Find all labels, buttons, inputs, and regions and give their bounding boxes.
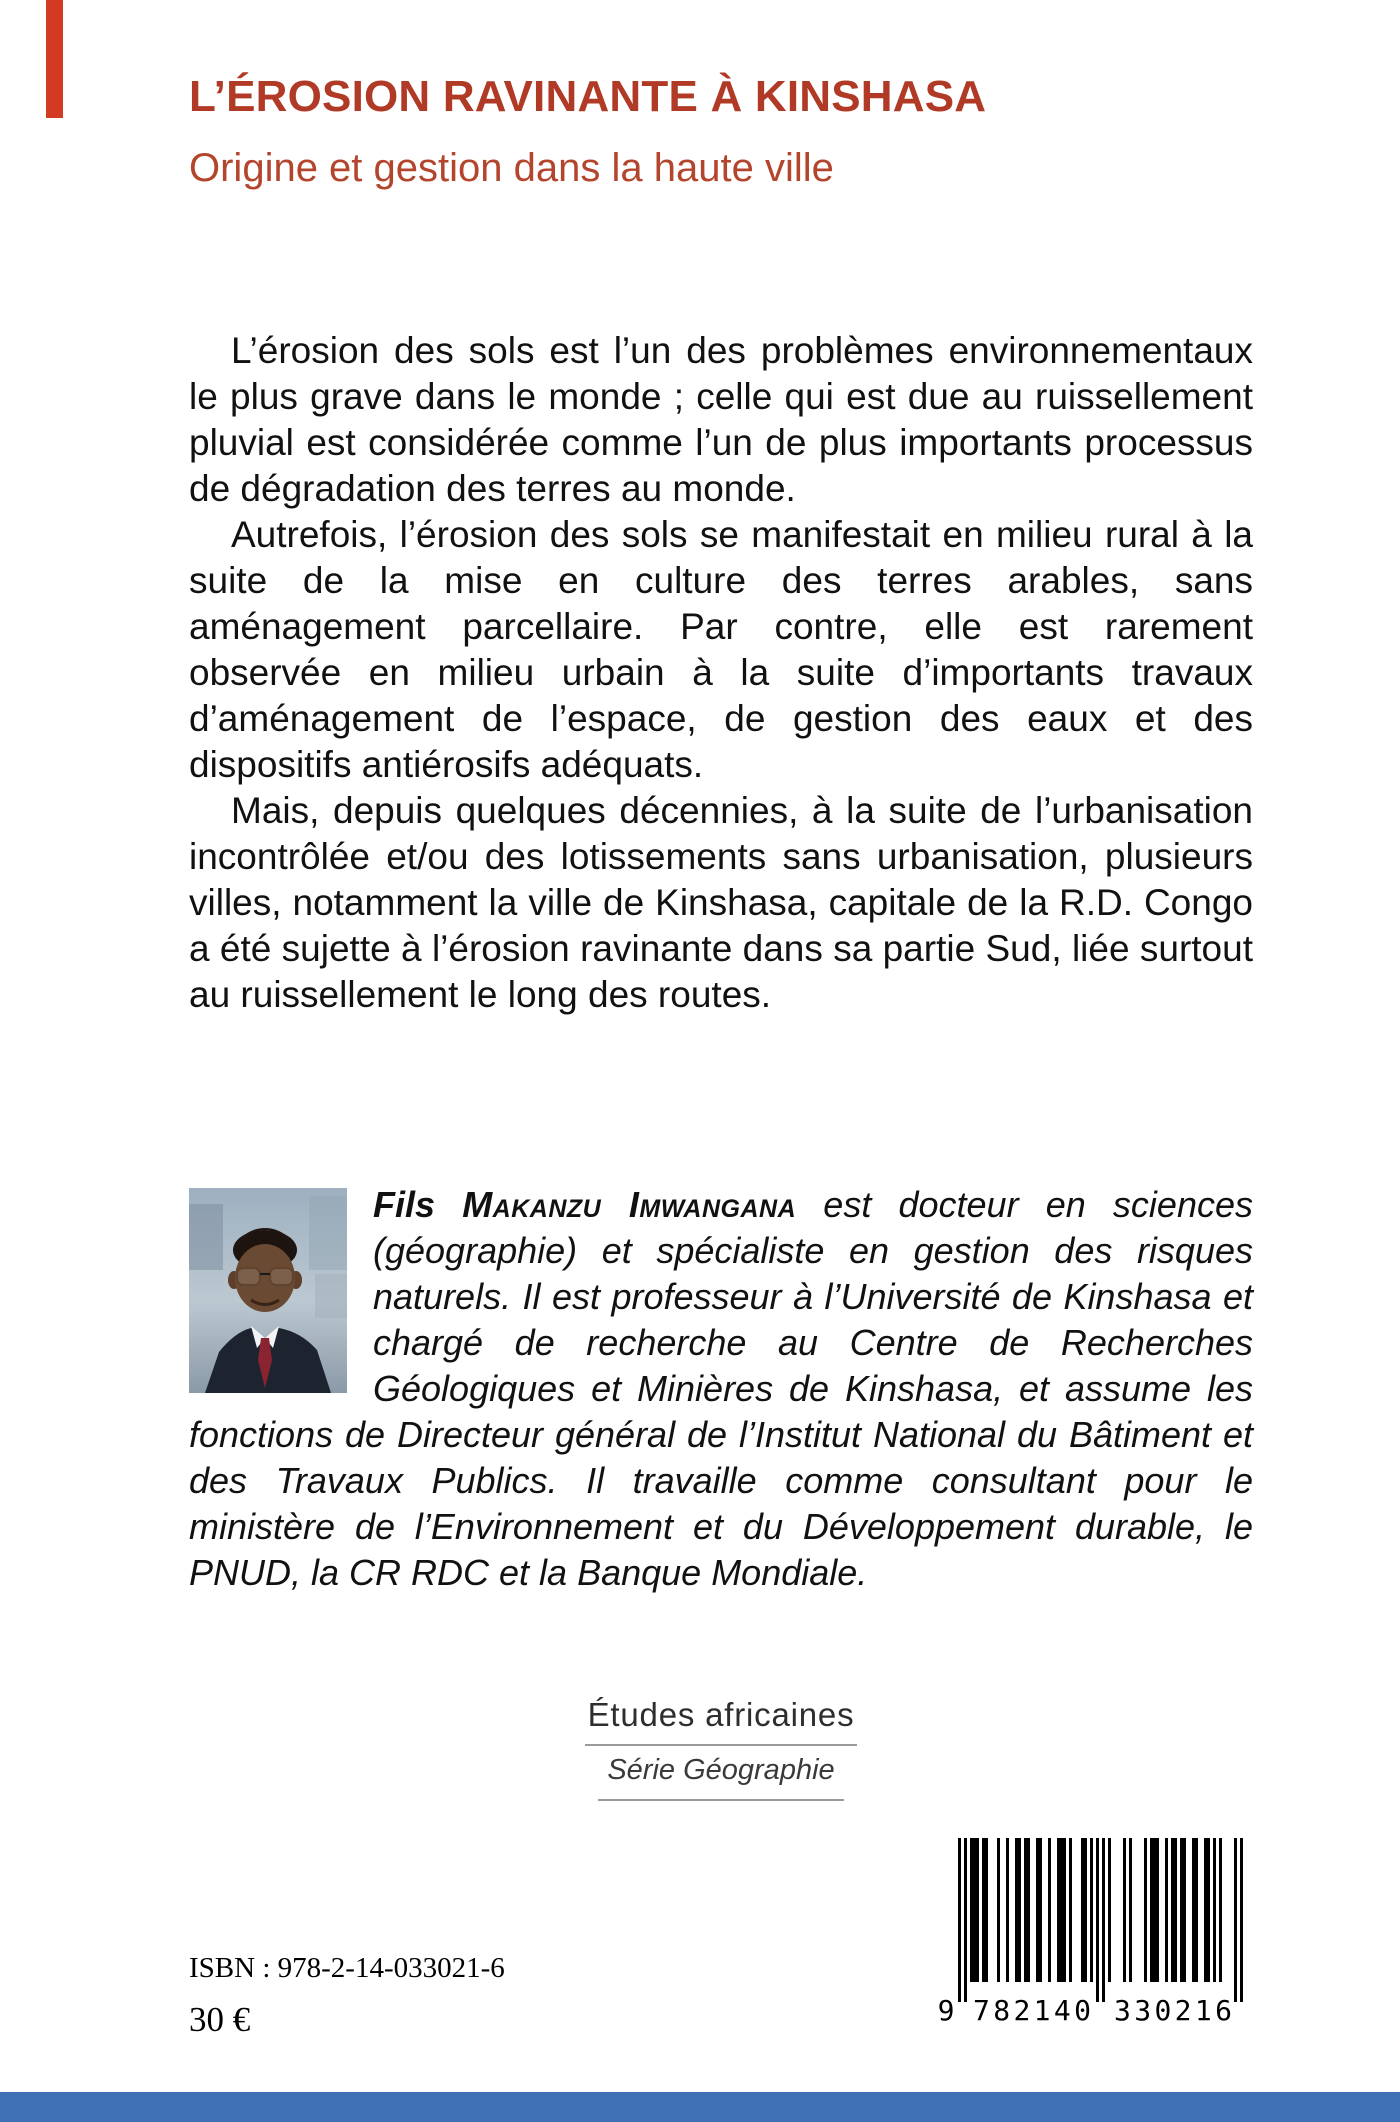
- summary-paragraph: Autrefois, l’érosion des sols se manifestait en milieu rural à la suite de la mise en culture des terres arables, sans aménagement parcellaire. Par contre, elle est rarement observée en milieu urbain à la suite d’importants travaux d’aménagement de l’espace, de gestion des eaux et des dispositifs antiérosifs adéquats.: [189, 514, 1253, 785]
- book-title: L’ÉROSION RAVINANTE À KINSHASA: [189, 72, 987, 121]
- book-subtitle: Origine et gestion dans la haute ville: [189, 146, 834, 190]
- bottom-blue-bar: [0, 2092, 1400, 2122]
- barcode-svg: [936, 1838, 1252, 2026]
- summary-paragraph: L’érosion des sols est l’un des problèmes environnementaux le plus grave dans le monde ; celle qui est due au ruissellement pluvial est considérée comme l’un de plus importants processus de dégradation des terres au monde.: [189, 330, 1253, 509]
- summary-paragraph: Mais, depuis quelques décennies, à la suite de l’urbanisation incontrôlée et/ou des lotissements sans urbanisation, plusieurs villes, notamment la ville de Kinshasa, capitale de la R.D. Congo a été sujette à l’érosion ravinante dans sa partie Sud, liée surtout au ruissellement le long des routes.: [189, 790, 1253, 1015]
- summary-text: [189, 328, 1253, 1018]
- barcode-digits-left: 782140: [973, 1994, 1091, 2026]
- barcode-digit-lead: 9: [937, 1994, 955, 2026]
- isbn-label: ISBN : 978-2-14-033021-6: [189, 1952, 505, 1984]
- collection-underline: [585, 1744, 857, 1746]
- series-underline: [598, 1799, 844, 1801]
- price-label: 30 €: [189, 2000, 251, 2039]
- barcode: [936, 1838, 1252, 2026]
- series-name: Série Géographie: [607, 1754, 835, 1786]
- author-photo: [189, 1188, 347, 1393]
- collection-name: Études africaines: [587, 1696, 855, 1733]
- author-bio-section: [189, 1182, 1253, 1596]
- top-left-red-bar: [46, 0, 63, 118]
- author-last-name: Makanzu Imwangana: [462, 1184, 797, 1225]
- author-bio-text: est docteur en sciences (géographie) et spécialiste en gestion des risques naturels. Il est professeur à l’Université de Kinshasa et chargé de recherche au Centre de Recherches Géologiques et Minières de Kinshasa, et assume les fonctions de Directeur général de l’Institut National du Bâtiment et des Travaux Publics. Il travaille comme consultant pour le ministère de l’Environnement et du Développement durable, le PNUD, la CR RDC et la Banque Mondiale.: [189, 1184, 1253, 1593]
- barcode-digits-right: 330216: [1114, 1994, 1232, 2026]
- author-first-name: Fils: [373, 1184, 463, 1225]
- collection-block: [189, 1696, 1253, 1809]
